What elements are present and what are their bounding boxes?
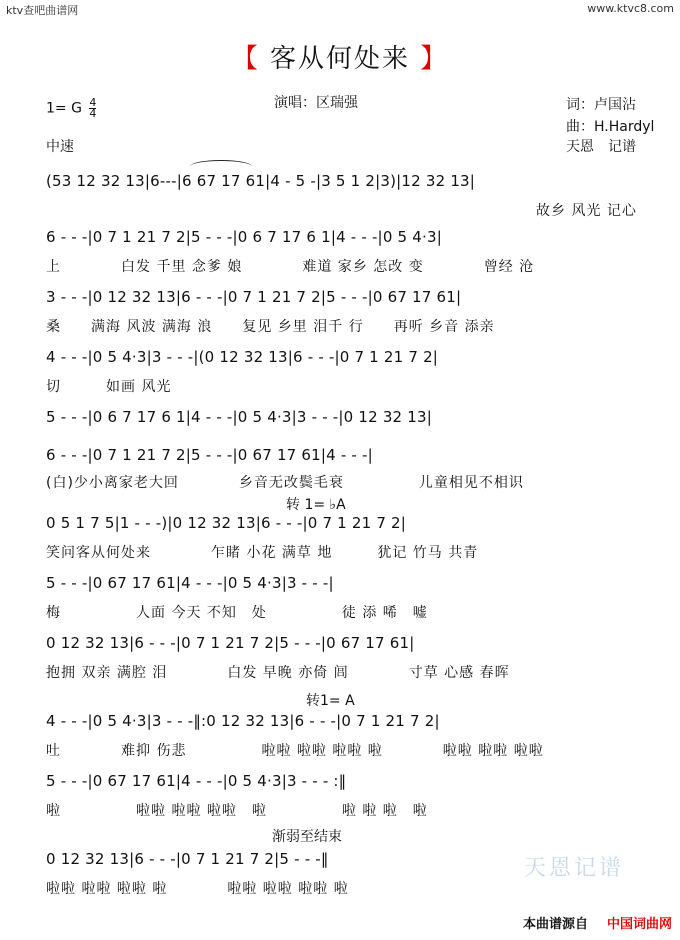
score-line-8: 5 - - -|0 67 17 61|4 - - -|0 5 4·3|3 - - -| (46, 574, 334, 592)
footer-site[interactable]: 中国词曲网 (606, 917, 672, 932)
singer: 演唱：区瑞强 (274, 95, 358, 111)
lyric-line-11: 啦 啦啦 啦啦 啦啦 啦 啦 啦 啦 啦 (46, 803, 428, 819)
score-line-5: 5 - - -|0 6 7 17 6 1|4 - - -|0 5 4·3|3 - - -|0 12 32 13| (46, 408, 433, 426)
score-line-3: 3 - - -|0 12 32 13|6 - - -|0 7 1 21 7 2|5 - - -|0 67 17 61| (46, 288, 462, 306)
modulation-2: 转1= A (306, 693, 355, 709)
key-label: 1= G (46, 100, 82, 117)
lyric-line-4: 切 如画 风光 (46, 379, 172, 395)
score-line-11: 5 - - -|0 67 17 61|4 - - -|0 5 4·3|3 - - - :‖ (46, 772, 347, 790)
score-line-6: 6 - - -|0 7 1 21 7 2|5 - - -|0 67 17 61|4 - - -| (46, 446, 373, 464)
transcriber-stamp: 天恩记谱 (523, 856, 624, 881)
tempo: 中速 (46, 139, 74, 155)
title-text: 客从何处来 (269, 44, 410, 74)
composer: 曲：H.Hardyl (566, 119, 655, 135)
lyric-line-12: 啦啦 啦啦 啦啦 啦 啦啦 啦啦 啦啦 啦 (46, 881, 349, 897)
lyric-line-1: 故乡 风光 记心 (536, 203, 637, 219)
watermark-right: www.ktvc8.com (587, 2, 674, 15)
title-bracket-close: 】 (420, 44, 449, 74)
lyric-line-9: 抱拥 双亲 满腔 泪 白发 早晚 亦倚 闾 寸草 心感 春晖 (46, 665, 510, 681)
watermark-left: ktv查吧曲谱网 (6, 4, 79, 17)
score-line-7: 0 5 1 7 5|1 - - -)|0 12 32 13|6 - - -|0 7 1 21 7 2| (46, 514, 407, 532)
song-title (0, 38, 680, 75)
score-line-4: 4 - - -|0 5 4·3|3 - - -|(0 12 32 13|6 - - -|0 7 1 21 7 2| (46, 348, 439, 366)
key-signature (46, 98, 96, 119)
transcriber: 天恩 记谱 (566, 139, 636, 155)
footer-source: 本曲谱源自 (522, 917, 588, 932)
lyric-line-8: 梅 人面 今天 不知 处 徒 添 唏 嘘 (46, 605, 428, 621)
ending-instruction: 渐弱至结束 (272, 829, 342, 845)
title-bracket-open: 【 (231, 44, 260, 74)
score-line-2: 6 - - -|0 7 1 21 7 2|5 - - -|0 6 7 17 6 1|4 - - -|0 5 4·3| (46, 228, 442, 246)
lyric-line-7: 笑问客从何处来 乍睹 小花 满草 地 犹记 竹马 共青 (46, 545, 479, 561)
lyric-line-6: (白)少小离家老大回 乡音无改鬓毛衰 儿童相见不相识 (46, 475, 524, 491)
lyric-line-2: 上 白发 千里 念爹 娘 难道 家乡 怎改 变 曾经 沧 (46, 259, 535, 275)
modulation-1: 转 1= ♭A (286, 497, 346, 513)
lyricist: 词：卢国沾 (566, 97, 636, 113)
score-line-12: 0 12 32 13|6 - - -|0 7 1 21 7 2|5 - - -‖ (46, 850, 329, 868)
score-line-10: 4 - - -|0 5 4·3|3 - - -‖:0 12 32 13|6 - - -|0 7 1 21 7 2| (46, 712, 440, 730)
score-line-1: (53 12 32 13|6---|6 67 17 61|4 - 5 -|3 5 1 2|3)|12 32 13| (46, 172, 476, 190)
lyric-line-10: 吐 难抑 伤悲 啦啦 啦啦 啦啦 啦 啦啦 啦啦 啦啦 (46, 743, 544, 759)
time-signature: $\frac{4}{4}$ (89, 96, 97, 120)
score-line-9: 0 12 32 13|6 - - -|0 7 1 21 7 2|5 - - -|0 67 17 61| (46, 634, 415, 652)
lyric-line-3: 桑 满海 风波 满海 浪 复见 乡里 泪千 行 再听 乡音 添亲 (46, 319, 495, 335)
